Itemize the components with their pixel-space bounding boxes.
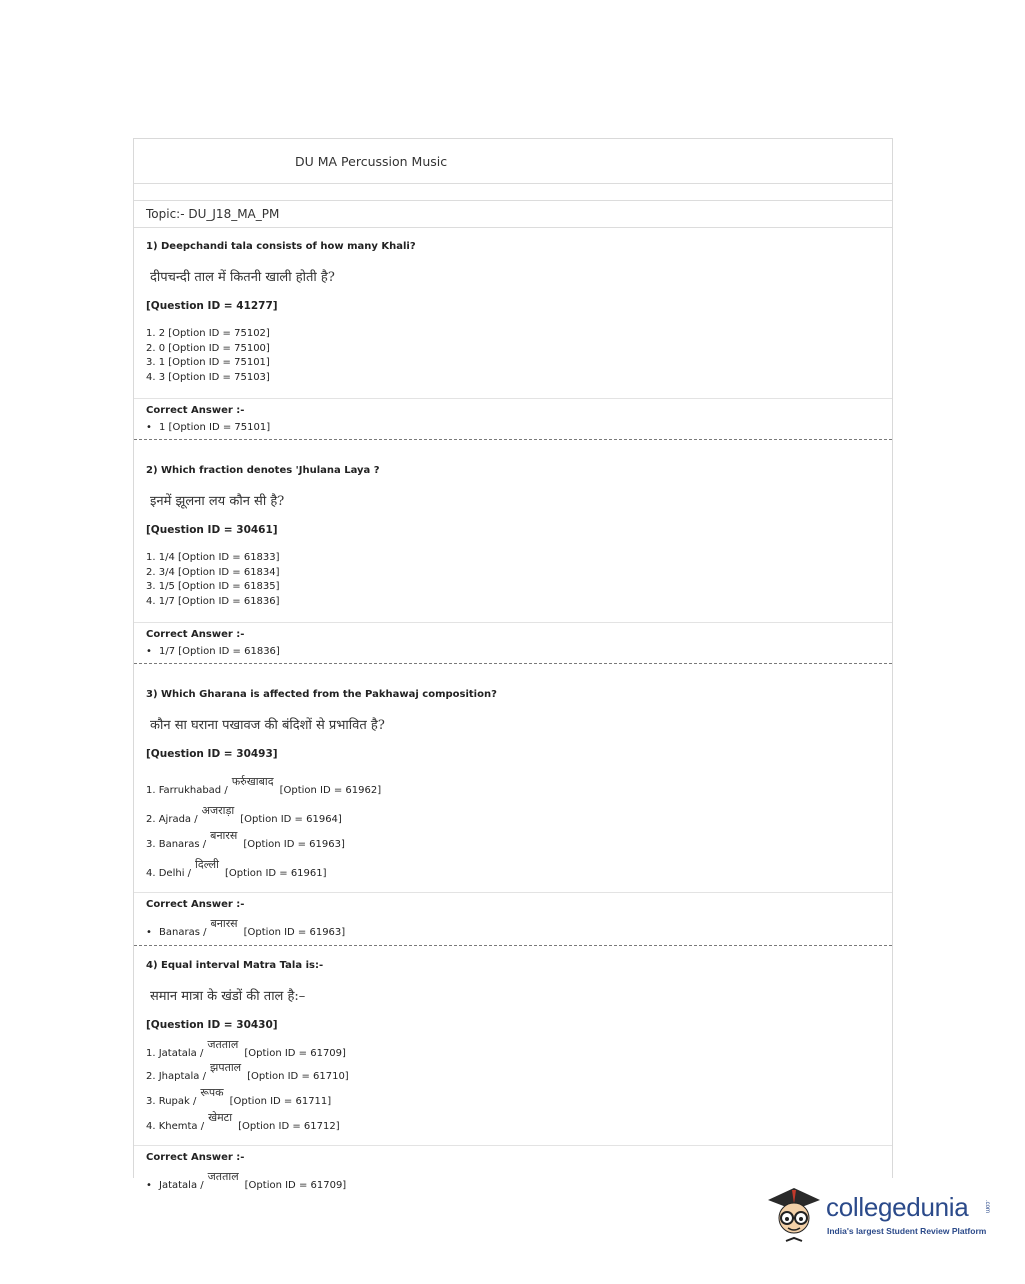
correct-answer-value: Banaras /बनारस[Option ID = 61963] xyxy=(159,916,346,938)
options-list xyxy=(146,774,880,880)
option-item: 3. 1/5 [Option ID = 61835] xyxy=(146,581,280,593)
option-item: 1. Jatatala /जतताल[Option ID = 61709] xyxy=(146,1037,346,1059)
question-divider xyxy=(134,439,892,440)
option-item: 2. Ajrada /अजराड़ा[Option ID = 61964] xyxy=(146,803,342,825)
correct-answer-label: Correct Answer :- xyxy=(146,1151,245,1163)
topic-line: Topic:- DU_J18_MA_PM xyxy=(134,201,892,228)
question-text: 1) Deepchandi tala consists of how many Khali? xyxy=(146,241,416,252)
question-4 xyxy=(134,960,892,1198)
question-3 xyxy=(134,689,892,946)
question-id: [Question ID = 30461] xyxy=(146,523,278,536)
question-id: [Question ID = 30430] xyxy=(146,1018,278,1031)
question-2 xyxy=(134,465,892,664)
mascot-icon xyxy=(764,1178,824,1248)
bullet-icon: • xyxy=(146,645,152,657)
correct-answer xyxy=(134,893,892,945)
question-divider xyxy=(134,663,892,664)
option-item: 4. 1/7 [Option ID = 61836] xyxy=(146,595,280,607)
bullet-icon: • xyxy=(146,1179,152,1191)
option-item: 1. 1/4 [Option ID = 61833] xyxy=(146,551,280,563)
logo-suffix: .com xyxy=(984,1200,990,1214)
question-text: 4) Equal interval Matra Tala is:- xyxy=(146,959,324,971)
option-item: 4. Khemta /खेमटा[Option ID = 61712] xyxy=(146,1110,340,1132)
option-item: 3. Banaras /बनारस[Option ID = 61963] xyxy=(146,828,345,850)
question-divider xyxy=(134,945,892,946)
bullet-icon: • xyxy=(146,926,152,938)
paper-header xyxy=(134,139,892,184)
question-1 xyxy=(134,241,892,440)
options-list xyxy=(146,327,880,386)
option-item: 1. 2 [Option ID = 75102] xyxy=(146,328,270,339)
correct-answer-label: Correct Answer :- xyxy=(146,404,245,416)
question-text: 3) Which Gharana is affected from the Pakhawaj composition? xyxy=(146,688,497,700)
options-list xyxy=(146,551,880,610)
option-item: 4. Delhi /दिल्ली[Option ID = 61961] xyxy=(146,857,327,879)
question-hindi: दीपचन्दी ताल में कितनी खाली होती है? xyxy=(150,270,335,285)
option-item: 2. 0 [Option ID = 75100] xyxy=(146,342,270,354)
question-id: [Question ID = 30493] xyxy=(146,747,278,760)
header-spacer xyxy=(134,184,892,201)
options-list xyxy=(146,1037,880,1133)
correct-answer-label: Correct Answer :- xyxy=(146,628,245,640)
question-id: [Question ID = 41277] xyxy=(146,300,278,312)
bullet-icon: • xyxy=(146,421,152,433)
paper-title: DU MA Percussion Music xyxy=(295,154,448,169)
collegedunia-logo[interactable] xyxy=(764,1178,994,1248)
question-hindi: कौन सा घराना पखावज की बंदिशों से प्रभावित है? xyxy=(150,717,385,733)
correct-answer-value: Jatatala /जतताल[Option ID = 61709] xyxy=(159,1169,347,1191)
question-paper xyxy=(133,138,893,1191)
logo-tagline: India's largest Student Review Platform xyxy=(827,1226,987,1236)
option-item: 1. Farrukhabad /फर्रुखाबाद[Option ID = 61962] xyxy=(146,774,382,796)
correct-answer xyxy=(134,623,892,663)
correct-answer-label: Correct Answer :- xyxy=(146,898,245,910)
correct-answer-value: 1/7 [Option ID = 61836] xyxy=(159,645,280,657)
option-item: 3. 1 [Option ID = 75101] xyxy=(146,357,270,369)
option-item: 3. Rupak /रूपक[Option ID = 61711] xyxy=(146,1085,332,1107)
question-hindi: इनमें झूलना लय कौन सी है? xyxy=(150,493,285,509)
correct-answer xyxy=(134,399,892,439)
logo-wordmark: collegedunia xyxy=(826,1192,969,1222)
option-item: 2. Jhaptala /झपताल[Option ID = 61710] xyxy=(146,1060,349,1082)
question-text: 2) Which fraction denotes 'Jhulana Laya ? xyxy=(146,464,380,476)
option-item: 2. 3/4 [Option ID = 61834] xyxy=(146,566,280,578)
question-hindi: समान मात्रा के खंडों की ताल है:– xyxy=(150,988,306,1004)
option-item: 4. 3 [Option ID = 75103] xyxy=(146,372,270,384)
correct-answer-value: 1 [Option ID = 75101] xyxy=(159,421,271,433)
